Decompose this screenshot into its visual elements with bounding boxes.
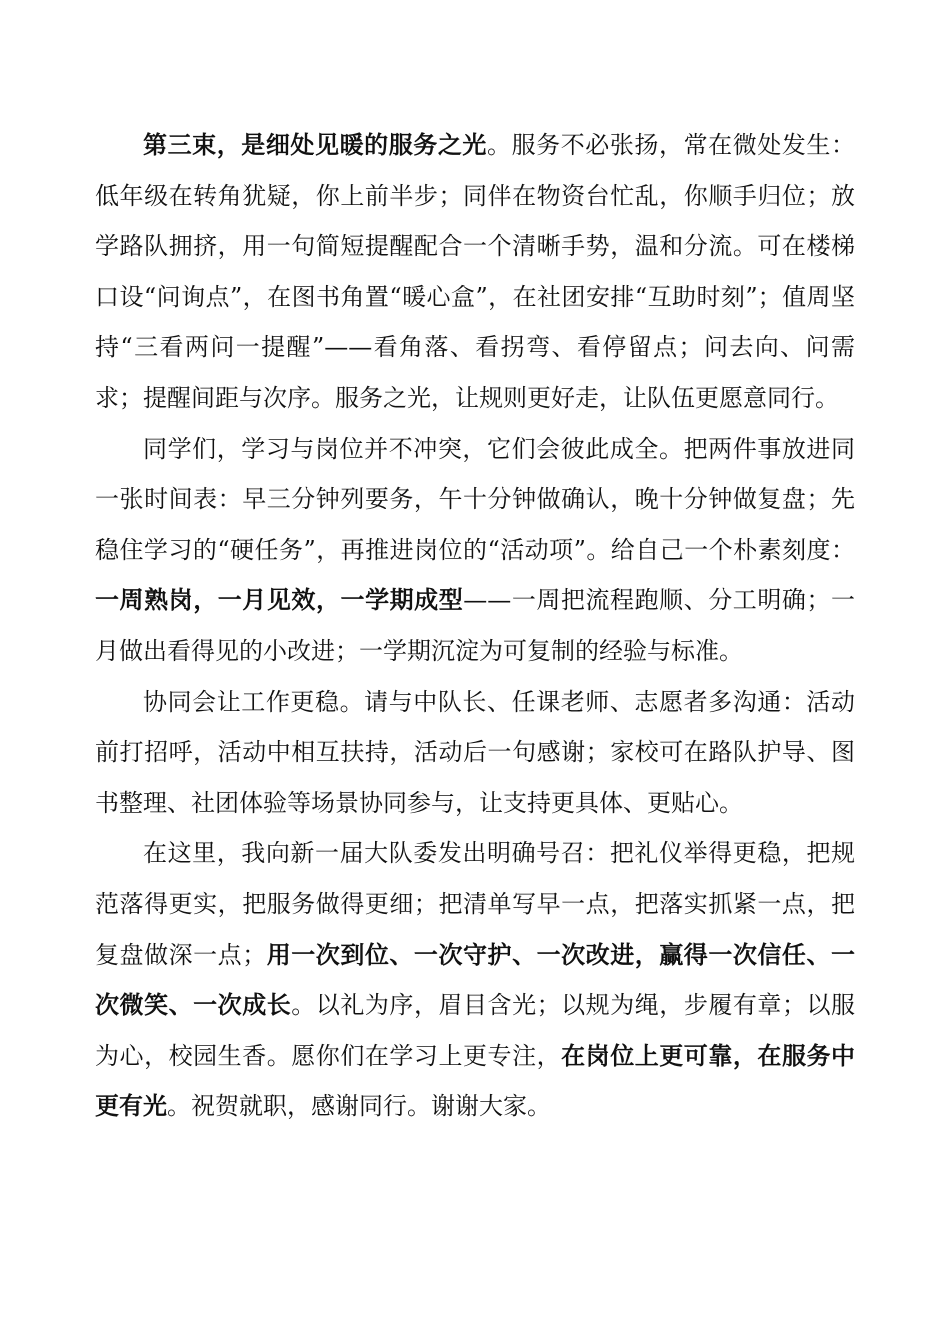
paragraph-closing-call — [95, 828, 855, 1132]
document-page — [95, 120, 855, 1132]
paragraph-collaboration — [95, 677, 855, 829]
text-run: 。服务不必张扬，常在微处发生：低年级在转角犹疑，你上前半步；同伴在物资台忙乱，你顺手归位；放学路队拥挤，用一句简短提醒配合一个清晰手势，温和分流。可在楼梯口设“问询点”，在图书角置“暖心盒”，在社团安排“互助时刻”；值周坚持“三看两问一提醒”——看角落、看拐弯、看停留点；问去向、问需求；提醒间距与次序。服务之光，让规则更好走，让队伍更愿意同行。 — [95, 131, 855, 412]
bold-emphasis-run: 在岗位上更可靠，在服务中更有光 — [95, 1041, 856, 1121]
paragraph-service-light — [95, 120, 855, 424]
text-run: 。祝贺就职，感谢同行。谢谢大家。 — [167, 1092, 551, 1121]
bold-heading-run: 第三束，是细处见暖的服务之光 — [143, 131, 487, 159]
text-run: 协同会让工作更稳。请与中队长、任课老师、志愿者多沟通：活动前打招呼，活动中相互扶持，活动后一句感谢；家校可在路队护导、图书整理、社团体验等场景协同参与，让支持更具体、更贴心。 — [95, 687, 855, 817]
paragraph-study-and-duty — [95, 424, 855, 677]
text-run: 在这里，我向新一届大队委发出明确号召：把礼仪举得更稳，把规范落得更实，把服务做得更细；把清单写早一点，把落实抓紧一点，把复盘做深一点； — [95, 839, 855, 969]
text-run: 。以礼为序，眉目含光；以规为绳，步履有章；以服为心，校园生香。愿你们在学习上更专注， — [95, 991, 856, 1070]
text-run: ——一周把流程跑顺、分工明确；一月做出看得见的小改进；一学期沉淀为可复制的经验与标准。 — [95, 586, 856, 665]
bold-emphasis-run: 用一次到位、一次守护、一次改进，赢得一次信任、一次微笑、一次成长 — [95, 940, 856, 1020]
bold-emphasis-run: 一周熟岗，一月见效，一学期成型 — [95, 586, 464, 615]
text-run: 同学们，学习与岗位并不冲突，它们会彼此成全。把两件事放进同一张时间表：早三分钟列要务，午十分钟做确认，晚十分钟做复盘；先稳住学习的“硬任务”，再推进岗位的“活动项”。给自己一个朴素刻度： — [95, 434, 855, 564]
